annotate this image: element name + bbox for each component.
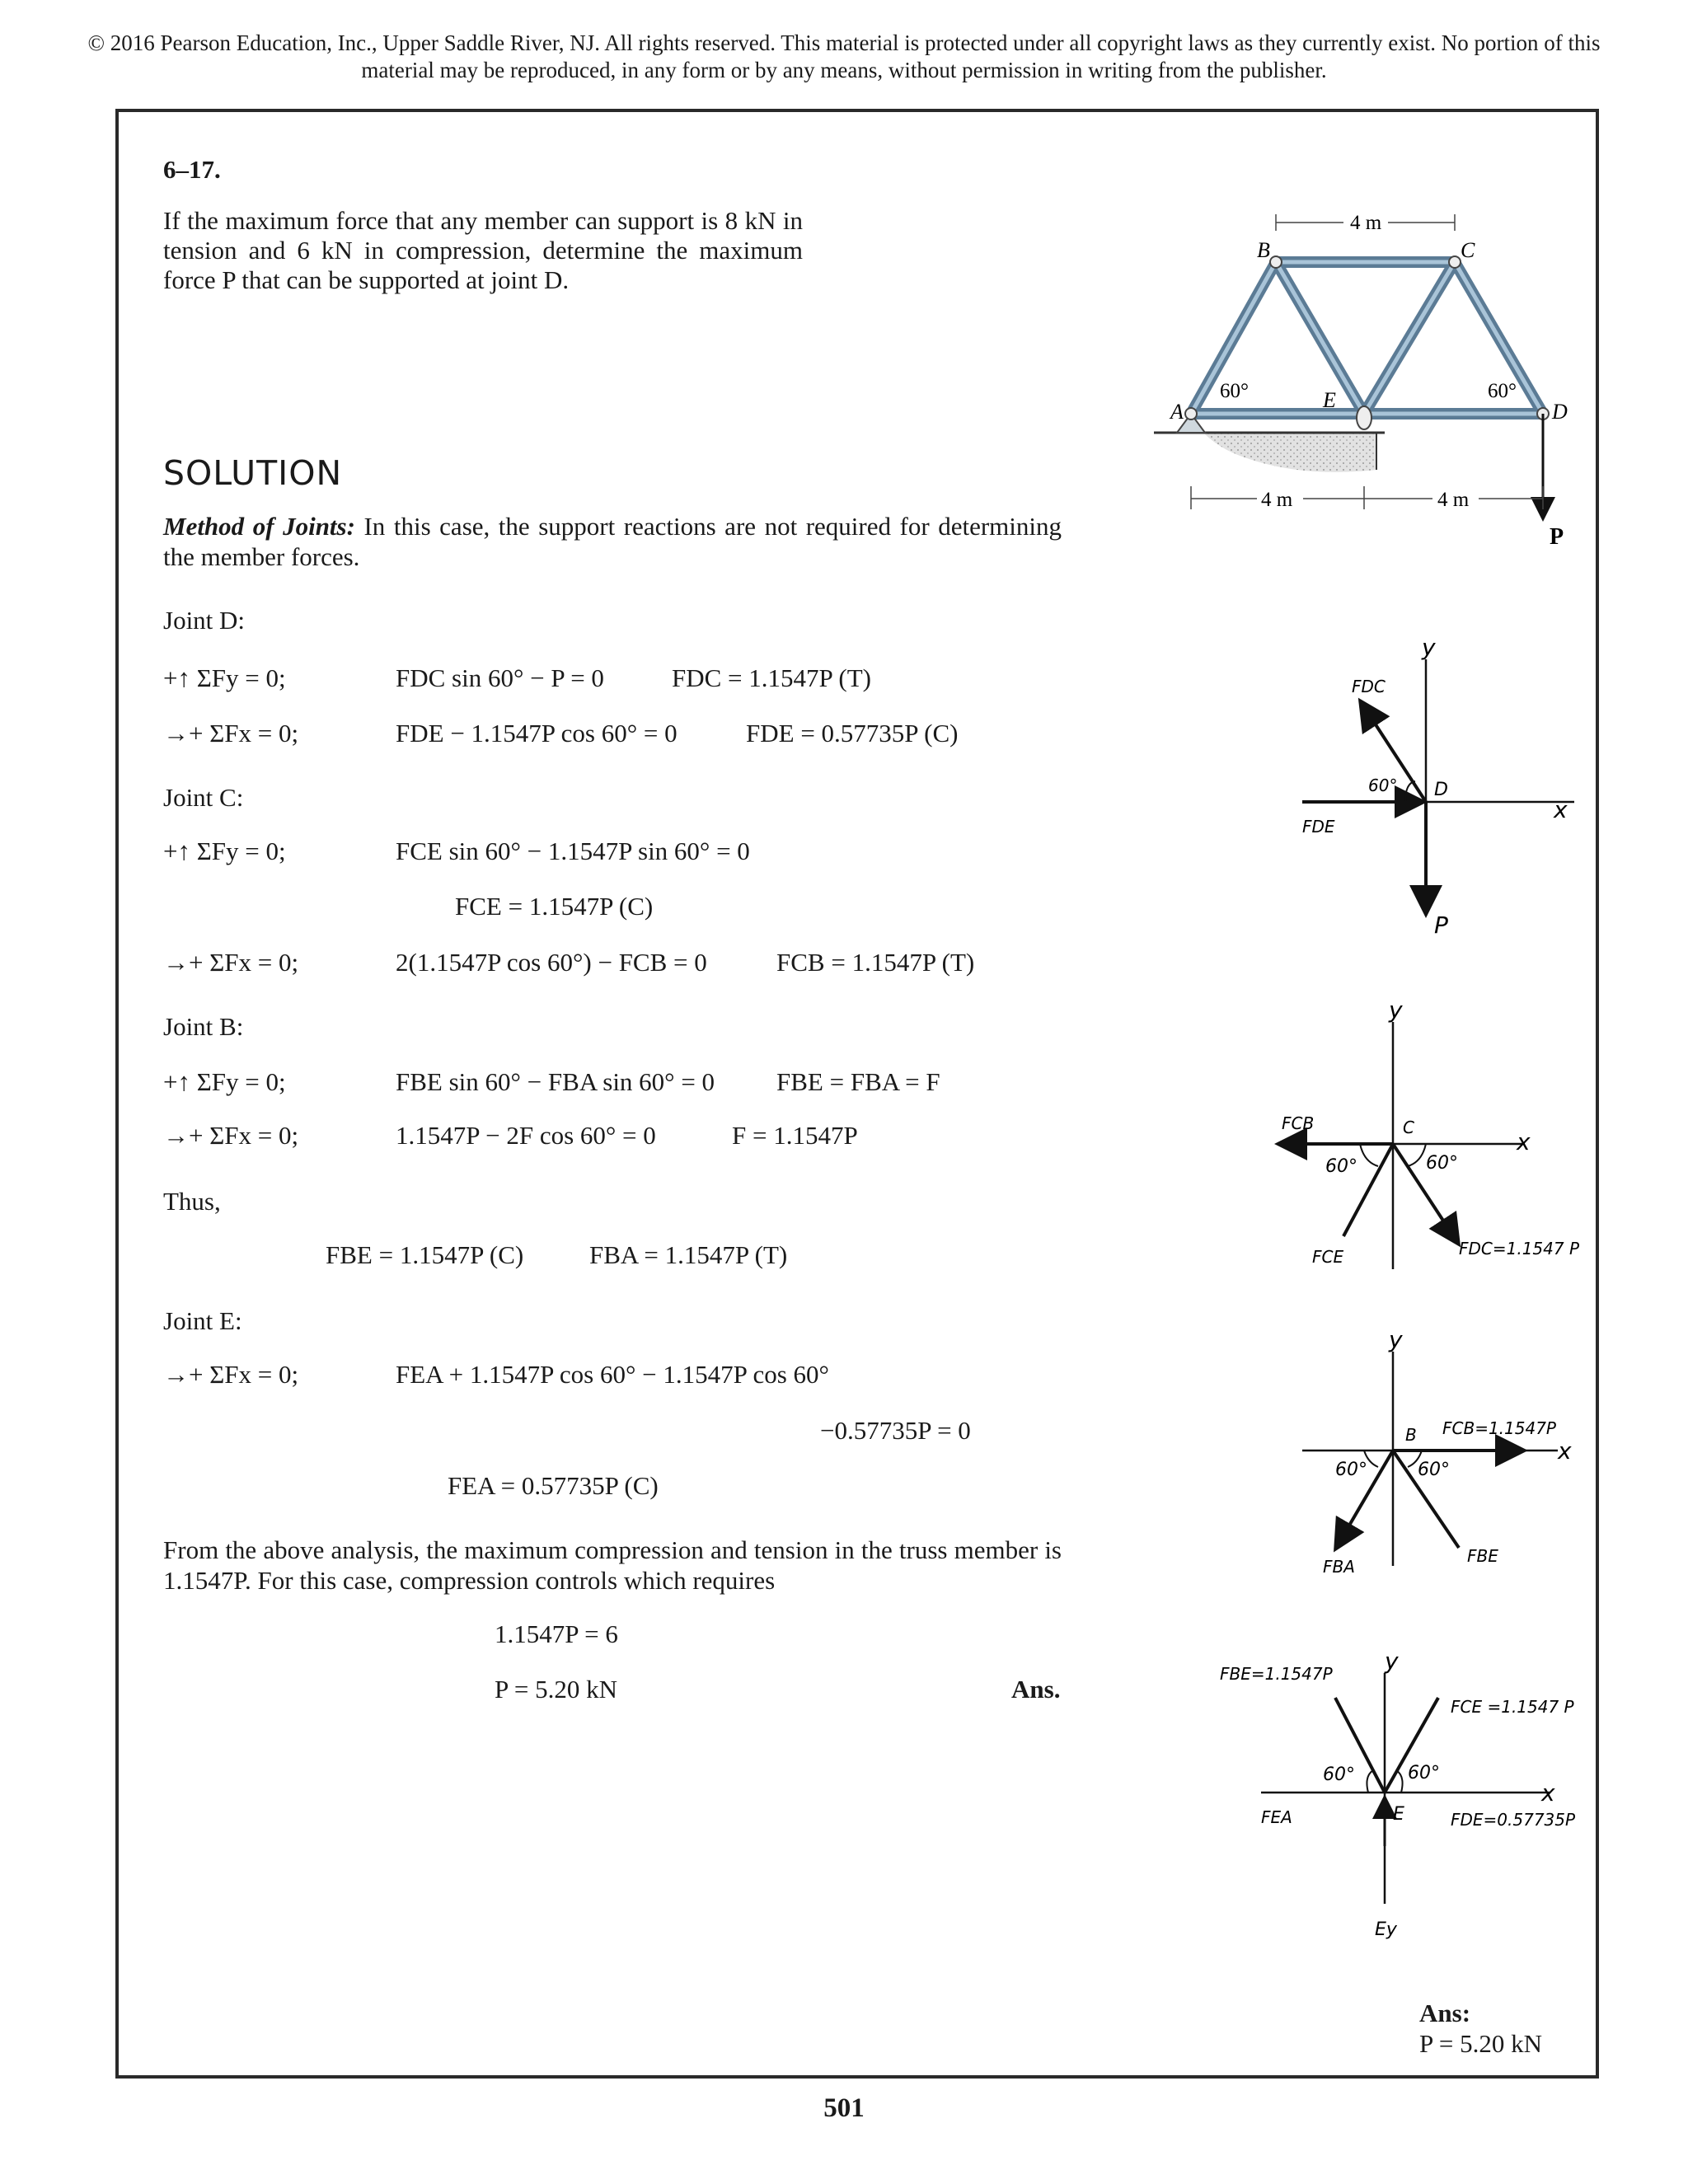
fde-label: FDE=0.57735P xyxy=(1451,1810,1576,1830)
fbd-joint-d xyxy=(1269,626,1599,940)
ans-label: Ans. xyxy=(1011,1675,1061,1704)
joint-b-eq2-lhs: →+ ΣFx = 0; xyxy=(163,1121,299,1150)
conclusion-paragraph: From the above analysis, the maximum compression and tension in the truss member is 1.1547P. For this case, compression controls which requires xyxy=(163,1535,1062,1595)
joint-d-eq1-lhs: +↑ ΣFy = 0; xyxy=(163,663,286,692)
angle-left-label: 60° xyxy=(1323,1765,1355,1785)
dim-left-label: 4 m xyxy=(1261,489,1293,511)
fbd-joint-b xyxy=(1286,1327,1599,1599)
final-answer-value: P = 5.20 kN xyxy=(1419,2029,1542,2058)
final-equation-2: P = 5.20 kN xyxy=(495,1675,617,1704)
label-b: B xyxy=(1257,238,1270,262)
joint-d-eq1-result: FDC = 1.1547P (T) xyxy=(672,663,871,692)
angle-left-label: 60° xyxy=(1220,380,1249,402)
joint-e-eq1-a: FEA + 1.1547P cos 60° − 1.1547P cos 60° xyxy=(396,1360,829,1389)
joint-e-eq1-b: −0.57735P = 0 xyxy=(820,1416,971,1445)
fce-label: FCE xyxy=(1312,1247,1344,1267)
fbe-label: FBE=1.1547P xyxy=(1220,1664,1333,1684)
dim-right-label: 4 m xyxy=(1437,489,1470,511)
joint-label: D xyxy=(1434,780,1448,800)
angle-right-label: 60° xyxy=(1488,380,1517,402)
fdc-label: FDC xyxy=(1352,677,1386,696)
angle-right-label: 60° xyxy=(1418,1460,1450,1480)
fce-label: FCE =1.1547 P xyxy=(1451,1697,1574,1717)
fba-label: FBA xyxy=(1323,1557,1355,1577)
angle-arc-left xyxy=(1367,1770,1373,1793)
joint-e-eq1-lhs: →+ ΣFx = 0; xyxy=(163,1360,299,1389)
joint-c-eq1-result: FCE = 1.1547P (C) xyxy=(455,892,654,921)
thus-result-fba: FBA = 1.1547P (T) xyxy=(589,1240,788,1269)
solution-title: SOLUTION xyxy=(163,453,343,493)
method-label: Method of Joints: xyxy=(163,512,355,541)
pin-c xyxy=(1449,256,1461,268)
joint-c-eq2-result: FCB = 1.1547P (T) xyxy=(776,948,975,977)
fde-label: FDE xyxy=(1302,817,1335,837)
joint-d-eq2-lhs: →+ ΣFx = 0; xyxy=(163,719,299,748)
joint-label: C xyxy=(1403,1118,1414,1137)
final-equation-1: 1.1547P = 6 xyxy=(495,1619,618,1648)
y-label: y xyxy=(1389,997,1403,1024)
label-d: D xyxy=(1552,400,1568,424)
joint-b-heading: Joint B: xyxy=(163,1012,244,1041)
joint-e-heading: Joint E: xyxy=(163,1306,242,1335)
joint-d-heading: Joint D: xyxy=(163,606,246,635)
joint-e-eq1-result: FEA = 0.57735P (C) xyxy=(448,1471,659,1500)
page-number: 501 xyxy=(823,2093,865,2123)
p-label: P xyxy=(1434,912,1448,939)
angle-arc-right xyxy=(1408,1144,1426,1166)
angle-right-label: 60° xyxy=(1408,1763,1440,1783)
joint-c-eq2: 2(1.1547P cos 60°) − FCB = 0 xyxy=(396,948,707,977)
label-a: A xyxy=(1170,400,1184,424)
angle-label: 60° xyxy=(1368,776,1398,795)
ey-label: Ey xyxy=(1375,1919,1397,1940)
joint-c-heading: Joint C: xyxy=(163,783,244,812)
label-e: E xyxy=(1323,388,1336,412)
joint-d-eq2: FDE − 1.1547P cos 60° = 0 xyxy=(396,719,678,748)
dim-top-label: 4 m xyxy=(1350,212,1382,234)
fcb-label: FCB xyxy=(1282,1113,1315,1133)
fbd-joint-c xyxy=(1261,997,1599,1277)
joint-c-eq2-lhs: →+ ΣFx = 0; xyxy=(163,948,299,977)
x-label: x xyxy=(1517,1128,1531,1155)
fbe-label: FBE xyxy=(1467,1546,1498,1566)
method-text: In this case, the support reactions are not required for determining the member forces. xyxy=(163,512,1062,571)
angle-left-label: 60° xyxy=(1335,1460,1367,1480)
joint-b-eq1: FBE sin 60° − FBA sin 60° = 0 xyxy=(396,1067,715,1096)
copyright-notice: © 2016 Pearson Education, Inc., Upper Saddle River, NJ. All rights reserved. This material is protected under all copyright laws as they currently exist. No portion of this material may be reproduced, in any form or by any means, without permission in writing from the publisher. xyxy=(87,30,1601,82)
y-label: y xyxy=(1389,1327,1403,1353)
x-label: x xyxy=(1558,1437,1572,1465)
x-label: x xyxy=(1541,1779,1555,1807)
problem-number: 6–17. xyxy=(163,155,221,184)
method-paragraph xyxy=(163,511,1062,572)
fcb-label: FCB=1.1547P xyxy=(1442,1418,1556,1438)
angle-left-label: 60° xyxy=(1325,1156,1357,1177)
ground-hatch xyxy=(1203,433,1376,472)
x-label: x xyxy=(1554,796,1568,823)
angle-right-label: 60° xyxy=(1426,1153,1458,1174)
joint-label: B xyxy=(1405,1425,1417,1445)
fbd-joint-e xyxy=(1220,1640,1599,1953)
y-label: y xyxy=(1422,634,1436,661)
joint-label: E xyxy=(1393,1804,1404,1825)
joint-b-eq1-result: FBE = FBA = F xyxy=(776,1067,940,1096)
joint-c-eq1: FCE sin 60° − 1.1547P sin 60° = 0 xyxy=(396,837,750,865)
label-c: C xyxy=(1461,238,1475,262)
y-label: y xyxy=(1385,1647,1399,1675)
problem-statement: If the maximum force that any member can support is 8 kN in tension and 6 kN in compression, determine the maximum force P that can be supported at joint D. xyxy=(163,206,803,294)
pin-a xyxy=(1185,408,1197,419)
joint-b-eq2: 1.1547P − 2F cos 60° = 0 xyxy=(396,1121,656,1150)
thus-result-fbe: FBE = 1.1547P (C) xyxy=(326,1240,524,1269)
fea-label: FEA xyxy=(1261,1807,1292,1827)
thus-label: Thus, xyxy=(163,1187,221,1216)
label-p: P xyxy=(1550,524,1564,550)
joint-b-eq2-result: F = 1.1547P xyxy=(732,1121,858,1150)
joint-c-eq1-lhs: +↑ ΣFy = 0; xyxy=(163,837,286,865)
fdc-label: FDC=1.1547 P xyxy=(1459,1239,1580,1258)
angle-arc-left xyxy=(1360,1144,1378,1166)
roller-e xyxy=(1357,406,1372,429)
final-answer-label: Ans: xyxy=(1419,1999,1471,2027)
joint-d-eq1: FDC sin 60° − P = 0 xyxy=(396,663,604,692)
joint-b-eq1-lhs: +↑ ΣFy = 0; xyxy=(163,1067,286,1096)
truss-figure xyxy=(1137,198,1599,560)
joint-d-eq2-result: FDE = 0.57735P (C) xyxy=(746,719,959,748)
pin-b xyxy=(1270,256,1282,268)
